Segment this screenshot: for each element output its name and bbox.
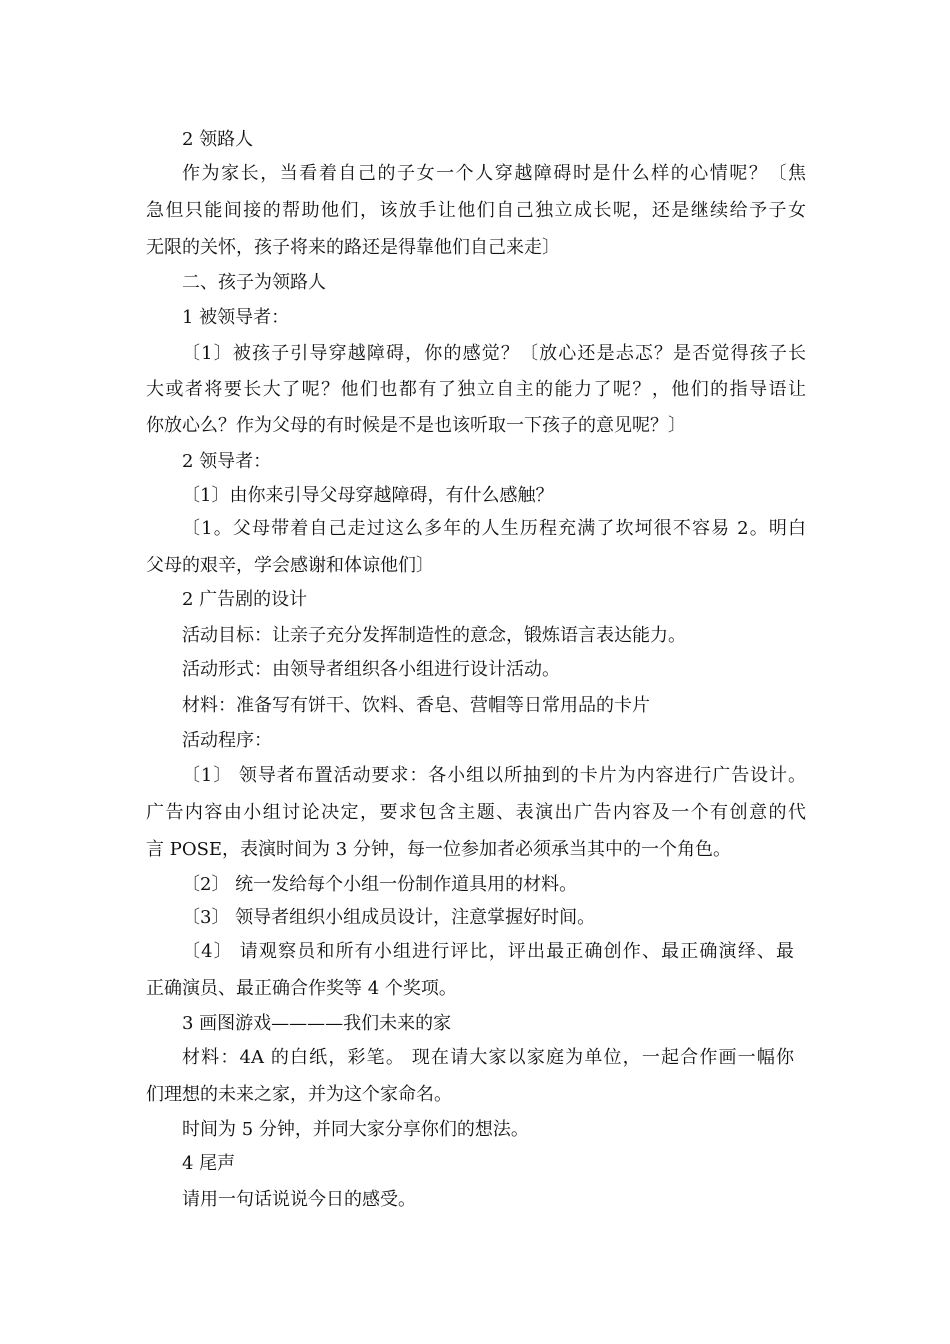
section-heading-ad-play: 2 广告剧的设计 <box>182 589 308 610</box>
paragraph-line: 活动程序： <box>182 730 272 751</box>
section-heading-drawing-game: 3 画图游戏————我们未来的家 <box>182 1013 452 1034</box>
subheading-leader: 2 领导者： <box>182 451 272 472</box>
paragraph-line: 〔1〕被孩子引导穿越障碍，你的感觉？〔放心还是忐忑？是否觉得孩子长 <box>182 343 806 364</box>
paragraph-line: 父母的艰辛，学会感谢和体谅他们〕 <box>146 555 434 576</box>
paragraph-line: 活动目标：让亲子充分发挥制造性的意念，锻炼语言表达能力。 <box>182 625 686 646</box>
section-heading-epilogue: 4 尾声 <box>182 1153 236 1174</box>
subheading-led: 1 被领导者： <box>182 307 290 328</box>
paragraph-line: 〔2〕 统一发给每个小组一份制作道具用的材料。 <box>182 874 578 895</box>
paragraph-line: 时间为 5 分钟，并同大家分享你们的想法。 <box>182 1119 529 1140</box>
paragraph-line: 们理想的未来之家，并为这个家命名。 <box>146 1084 452 1105</box>
paragraph-line: 活动形式：由领导者组织各小组进行设计活动。 <box>182 659 560 680</box>
section-heading-guide: 2 领路人 <box>182 129 254 150</box>
paragraph-line: 广告内容由小组讨论决定，要求包含主题、表演出广告内容及一个有创意的代 <box>146 802 806 823</box>
paragraph-line: 急但只能间接的帮助他们，该放手让他们自己独立成长呢，还是继续给予子女 <box>146 200 806 221</box>
paragraph-line: 无限的关怀，孩子将来的路还是得靠他们自己来走〕 <box>146 237 560 258</box>
paragraph-line: 大或者将要长大了呢？他们也都有了独立自主的能力了呢？，他们的指导语让 <box>146 379 806 400</box>
section-heading-child-leader: 二、孩子为领路人 <box>182 272 326 293</box>
paragraph-line: 请用一句话说说今日的感受。 <box>182 1189 416 1210</box>
paragraph-line: 〔1〕由你来引导父母穿越障碍，有什么感触？ <box>182 485 554 506</box>
paragraph-line: 〔4〕 请观察员和所有小组进行评比，评出最正确创作、最正确演绎、最 <box>182 941 794 962</box>
paragraph-line: 材料：4A 的白纸，彩笔。 现在请大家以家庭为单位，一起合作画一幅你 <box>182 1047 794 1068</box>
paragraph-line: 材料：准备写有饼干、饮料、香皂、营帽等日常用品的卡片 <box>182 695 650 716</box>
paragraph-line: 〔1〕 领导者布置活动要求：各小组以所抽到的卡片为内容进行广告设计。 <box>182 765 806 786</box>
paragraph-line: 作为家长，当看着自己的子女一个人穿越障碍时是什么样的心情呢？〔焦 <box>182 163 806 184</box>
paragraph-line: 〔1。父母带着自己走过这么多年的人生历程充满了坎坷很不容易 2。明白 <box>182 518 806 539</box>
paragraph-line: 正确演员、最正确合作奖等 4 个奖项。 <box>146 978 457 999</box>
paragraph-line: 你放心么？作为父母的有时候是不是也该听取一下孩子的意见呢？〕 <box>146 415 686 436</box>
paragraph-line: 〔3〕 领导者组织小组成员设计，注意掌握好时间。 <box>182 907 596 928</box>
paragraph-line: 言 POSE，表演时间为 3 分钟，每一位参加者必须承当其中的一个角色。 <box>146 839 731 860</box>
